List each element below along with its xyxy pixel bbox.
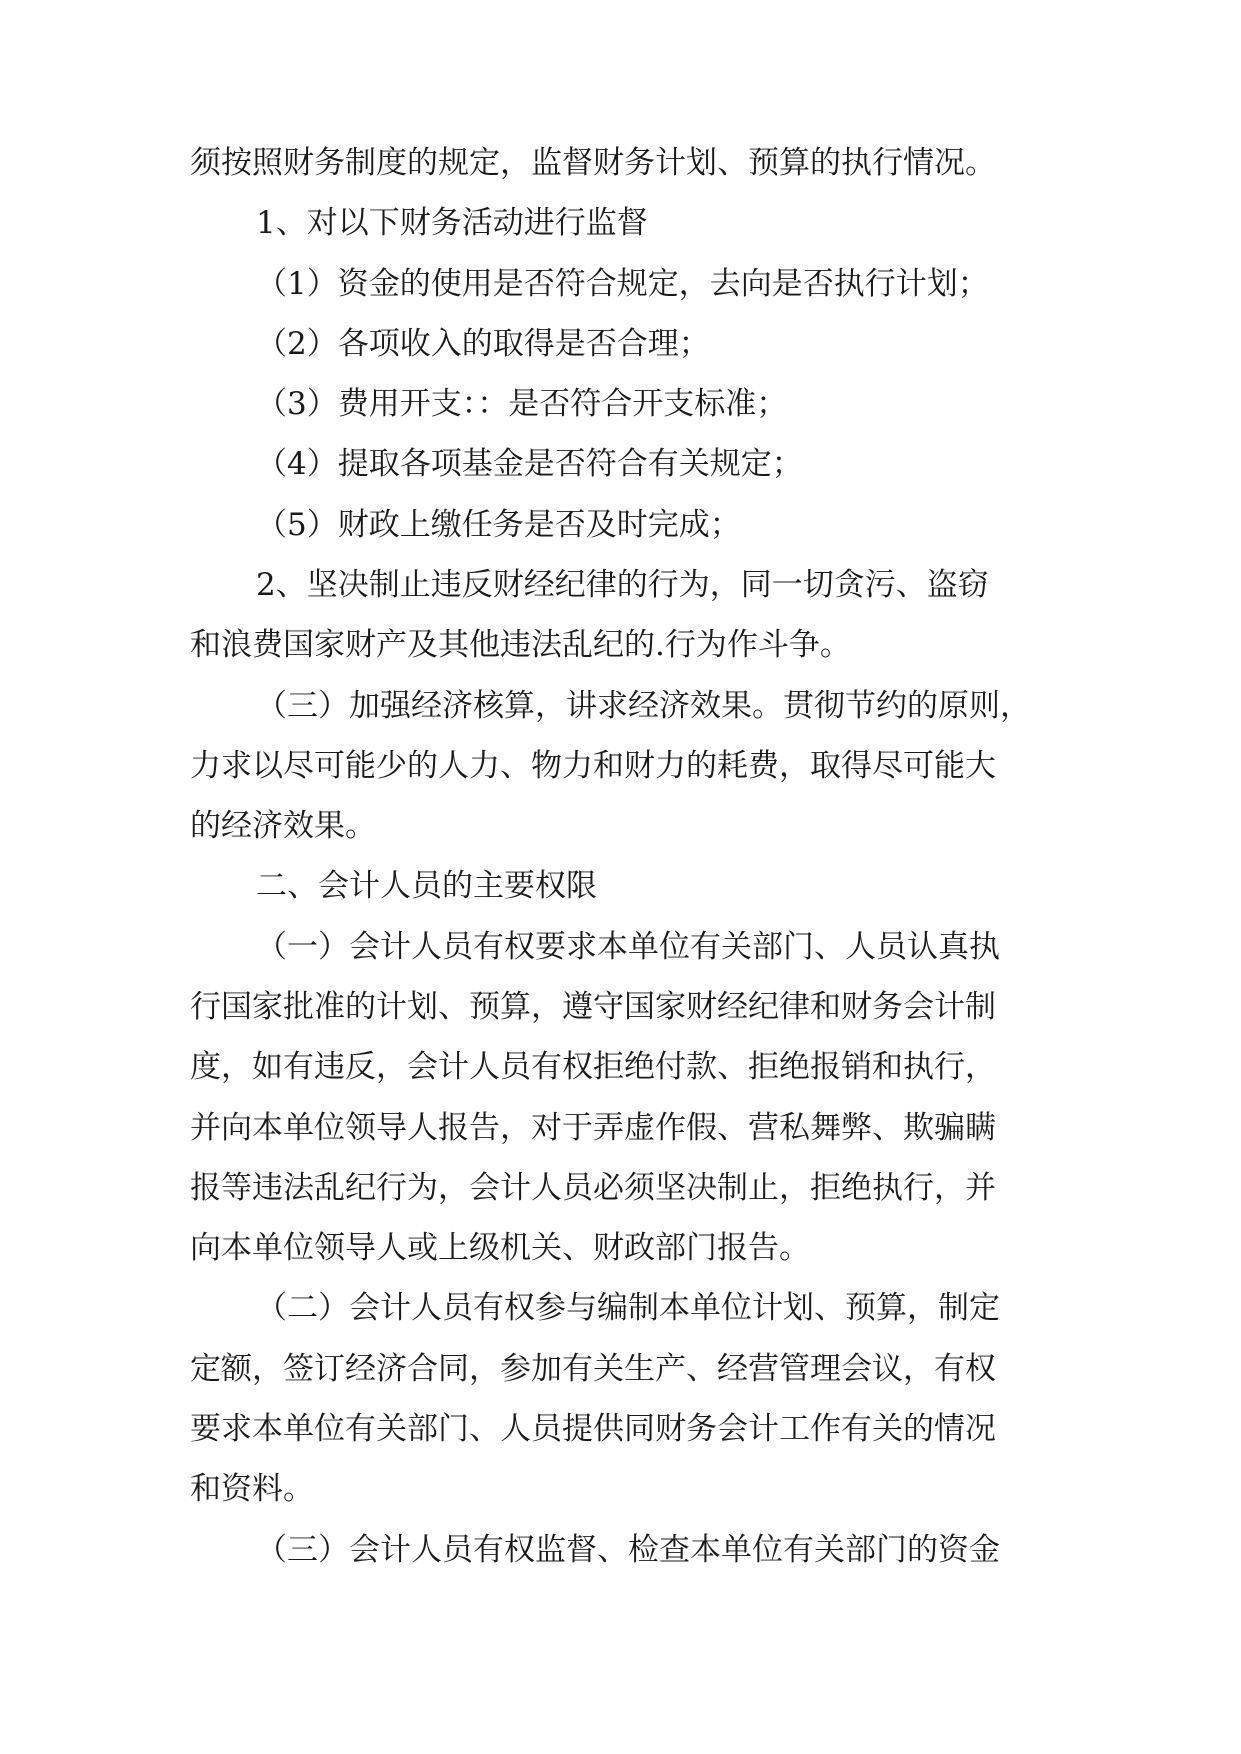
text-line: （三）加强经济核算，讲求经济效果。贯彻节约的原则， xyxy=(256,688,1031,724)
text-line: 力求以尽可能少的人力、物力和财力的耗费，取得尽可能大 xyxy=(190,748,996,784)
text-line: 定额，签订经济合同，参加有关生产、经营管理会议，有权 xyxy=(190,1351,996,1387)
text-line: 和资料。 xyxy=(190,1471,314,1507)
text-line: 2、坚决制止违反财经纪律的行为，同一切贪污、盗窃 xyxy=(256,567,989,603)
text-line: （3）费用开支：：是否符合开支标准； xyxy=(256,386,788,422)
text-line: 1、对以下财务活动进行监督 xyxy=(256,205,648,241)
text-line: 报等违法乱纪行为，会计人员必须坚决制止，拒绝执行，并 xyxy=(190,1170,996,1206)
text-line: 要求本单位有关部门、人员提供同财务会计工作有关的情况 xyxy=(190,1411,996,1447)
text-line: （2）各项收入的取得是否合理； xyxy=(256,326,710,362)
text-line: 行国家批准的计划、预算，遵守国家财经纪律和财务会计制 xyxy=(190,989,996,1025)
text-line: （二）会计人员有权参与编制本单位计划、预算，制定 xyxy=(256,1290,1000,1326)
text-line: （5）财政上缴任务是否及时完成； xyxy=(256,507,741,543)
text-line: （4）提取各项基金是否符合有关规定； xyxy=(256,446,803,482)
text-line: 并向本单位领导人报告，对于弄虚作假、营私舞弊、欺骗瞒 xyxy=(190,1110,996,1146)
text-line: 度，如有违反，会计人员有权拒绝付款、拒绝报销和执行， xyxy=(190,1049,996,1085)
text-line: （一）会计人员有权要求本单位有关部门、人员认真执 xyxy=(256,929,1000,965)
text-line: 须按照财务制度的规定，监督财务计划、预算的执行情况。 xyxy=(190,145,996,181)
text-line: 和浪费国家财产及其他违法乱纪的.行为作斗争。 xyxy=(190,627,851,663)
text-line: 向本单位领导人或上级机关、财政部门报告。 xyxy=(190,1230,810,1266)
text-line: 二、会计人员的主要权限 xyxy=(256,868,597,904)
text-line: （1）资金的使用是否符合规定，去向是否执行计划； xyxy=(256,266,989,302)
text-line: （三）会计人员有权监督、检查本单位有关部门的资金 xyxy=(256,1532,1000,1568)
text-line: 的经济效果。 xyxy=(190,808,376,844)
